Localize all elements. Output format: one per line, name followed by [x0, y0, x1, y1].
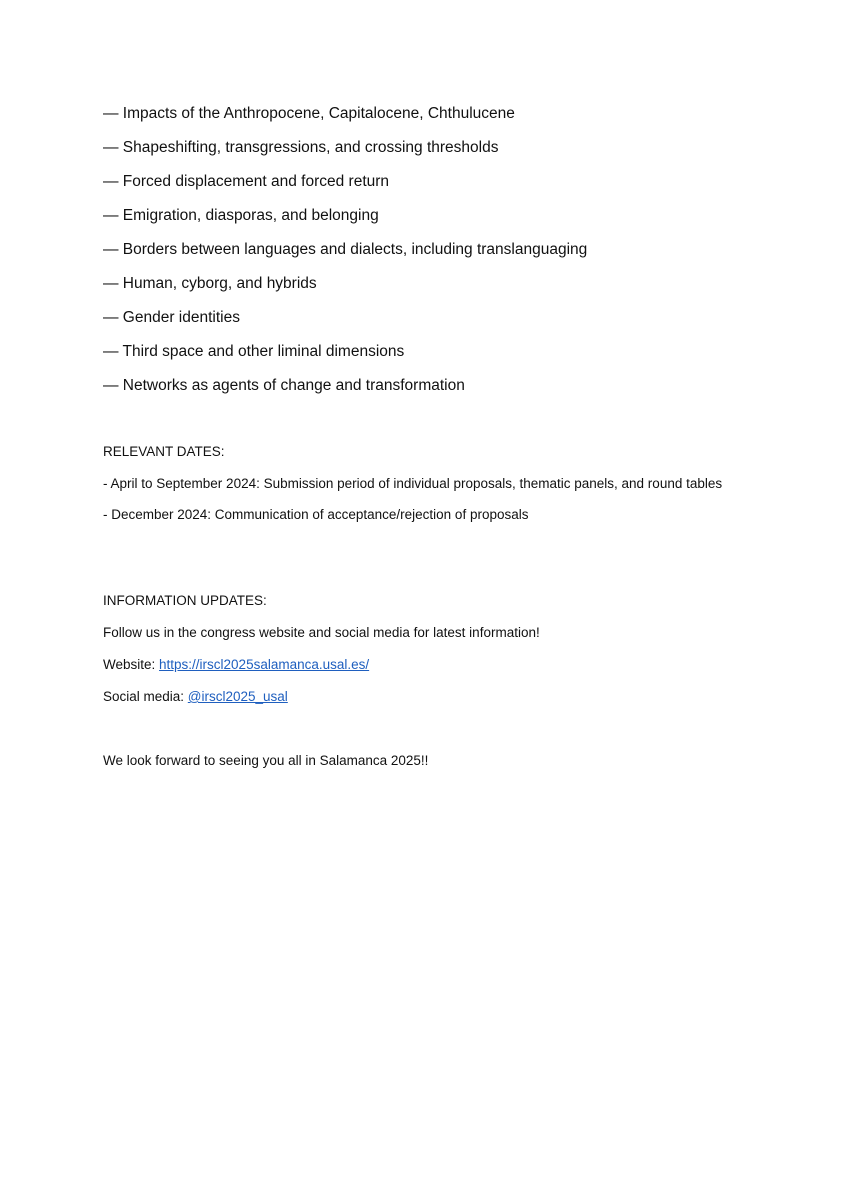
follow-text: Follow us in the congress website and social media for latest information!	[103, 625, 540, 640]
topics-list	[103, 102, 763, 408]
topic-item: — Human, cyborg, and hybrids	[103, 275, 317, 292]
social-media-label: Social media:	[103, 689, 188, 704]
date-item: - December 2024: Communication of acceptance/rejection of proposals	[103, 507, 529, 522]
information-updates-heading: INFORMATION UPDATES:	[103, 593, 267, 608]
topic-item: — Impacts of the Anthropocene, Capitalocene, Chthulucene	[103, 105, 515, 122]
closing-section	[103, 751, 743, 771]
relevant-dates-section	[103, 442, 743, 536]
information-updates-section	[103, 591, 743, 719]
topic-item: — Gender identities	[103, 309, 240, 326]
topic-item: — Networks as agents of change and transformation	[103, 377, 465, 394]
website-line	[103, 655, 743, 675]
website-label: Website:	[103, 657, 160, 672]
topic-item: — Shapeshifting, transgressions, and crossing thresholds	[103, 139, 499, 156]
social-media-line	[103, 687, 743, 707]
topic-item: — Forced displacement and forced return	[103, 173, 390, 190]
topic-item: — Third space and other liminal dimensions	[103, 343, 405, 360]
topic-item: — Emigration, diasporas, and belonging	[103, 207, 379, 224]
relevant-dates-heading: RELEVANT DATES:	[103, 444, 225, 459]
topic-item: — Borders between languages and dialects, including translanguaging	[103, 241, 588, 258]
closing-text: We look forward to seeing you all in Salamanca 2025!!	[103, 753, 429, 768]
social-media-link[interactable]: @irscl2025_usal	[187, 689, 288, 704]
website-link[interactable]: https://irscl2025salamanca.usal.es/	[159, 657, 370, 672]
date-item: - April to September 2024: Submission period of individual proposals, thematic panels, and round tables	[103, 476, 723, 491]
